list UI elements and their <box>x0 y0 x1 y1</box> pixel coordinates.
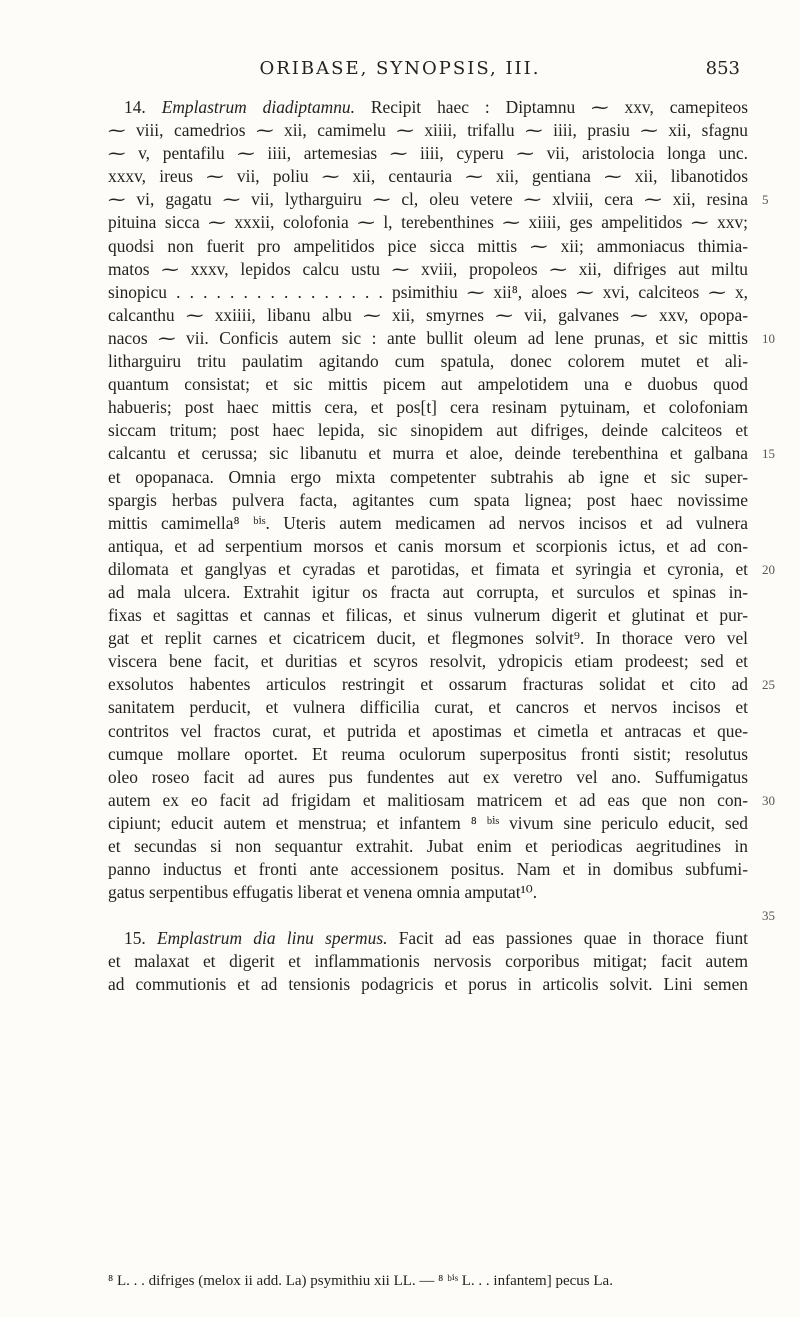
text-line: nacos ⁓ vii. Conficis autem sic : ante bullit oleum ad lene prunas, et sic mittis <box>108 327 748 348</box>
line-number: 25 <box>762 677 775 692</box>
line-number: 5 <box>762 192 769 207</box>
text-line: Recipit haec : Diptamnu ⁓ xxv, camepiteos <box>370 97 748 117</box>
section-14-first-line <box>108 96 748 119</box>
text-line: pituina sicca ⁓ xxxii, colofonia ⁓ l, terebenthines ⁓ xiiii, ges ampelitidos ⁓ xxv; <box>108 212 748 233</box>
text-line: sinopicu . . . . . . . . . . . . . . . . psimithiu ⁓ xii⁸, aloes ⁓ xvi, calciteos ⁓ x, <box>108 281 748 302</box>
text-line: cumque mollare oportet. Et reuma oculorum superpositus fronti sistit; resolutus <box>108 743 748 764</box>
line-number: 20 <box>762 562 775 577</box>
text-line: quantum consistat; et sic mittis picem aut ampelotidem una e duobus quod <box>108 374 748 395</box>
section-15-title: Emplastrum dia linu spermus. <box>157 928 388 949</box>
text-line: contritos vel fractos curat, et putrida et apostimas et cimetla et antracas et que- <box>108 720 748 741</box>
text-line: quodsi non fuerit pro ampelitidos pice sicca mittis ⁓ xii; ammoniacus thimia- <box>108 235 748 256</box>
text-line: matos ⁓ xxxv, lepidos calcu ustu ⁓ xviii, propoleos ⁓ xii, difriges aut miltu <box>108 258 748 279</box>
body-text <box>108 96 775 997</box>
text-line: Facit ad eas passiones quae in thorace fiunt <box>398 928 748 949</box>
text-line: ad mala ulcera. Extrahit igitur os fracta aut corrupta, et surculos et spinas in- <box>108 581 748 602</box>
text-line: sanitatem perducit, et vulnera difficilia curat, et cancros et nervos incisos et <box>108 697 748 718</box>
section-15-first-line <box>108 927 748 950</box>
line-number: 15 <box>762 446 775 461</box>
page-number: 853 <box>705 58 740 79</box>
text-line: autem ex eo facit ad frigidam et malitiosam matricem et ad eas que non con- <box>108 789 748 810</box>
text-line: litharguiru tritu paulatim agitando cum spatula, donec colorem mutet et ali- <box>108 351 748 372</box>
text-line: cipiunt; educit autem et menstrua; et infantem ⁸ ᵇⁱˢ vivum sine periculo educit, sed <box>108 812 748 833</box>
section-14-number: 14. <box>124 97 146 117</box>
section-14-title: Emplastrum diadiptamnu. <box>161 97 355 117</box>
text-line: antiqua, et ad serpentium morsos et canis morsum et scorpionis ictus, et ad con- <box>108 535 748 556</box>
text-line: ⁓ viii, camedrios ⁓ xii, camimelu ⁓ xiiii, trifallu ⁓ iiii, prasiu ⁓ xii, sfagnu <box>108 120 748 141</box>
text-line: spargis herbas pulvera facta, agitantes cum spata lignea; post haec novissime <box>108 489 748 510</box>
text-line: siccam tritum; post haec lepida, sic sinopidem aut difriges, deinde calciteos et <box>108 420 748 441</box>
text-line: panno inductus et fronti ante accessionem positus. Nam et in domibus subfumi- <box>108 859 748 880</box>
text-line: et malaxat et digerit et inflammationis nervosis corporibus mitigat; facit autem <box>108 951 748 972</box>
footnote: ⁸ L. . . difriges (melox ii add. La) psymithiu xii LL. — ⁸ ᵇⁱˢ L. . . infantem] pecus La. <box>108 1273 613 1289</box>
text-line: habueris; post haec mittis cera, et pos[t] cera resinam pytuinam, et colofoniam <box>108 397 748 418</box>
text-line: ⁓ vi, gagatu ⁓ vii, lytharguiru ⁓ cl, oleu vetere ⁓ xlviii, cera ⁓ xii, resina <box>108 189 748 210</box>
line-number: 10 <box>762 331 775 346</box>
text-line: calcantu et cerussa; sic libanutu et murra et aloe, deinde terebenthina et galbana <box>108 443 748 464</box>
text-line: exsolutos habentes articulos restringit et ossarum fracturas solidat et cito ad <box>108 674 748 695</box>
text-line: fixas et sagittas et cannas et filicas, et sinus vulnerum digerit et glutinat et pur- <box>108 605 748 626</box>
text-line: oleo roseo facit ad aures pus fundentes aut ex veretro vel ano. Suffumigatus <box>108 766 748 787</box>
text-line: gat et replit carnes et cicatricem ducit, et flegmones solvit⁹. In thorace vero vel <box>108 628 748 649</box>
text-line: mittis camimella⁸ ᵇⁱˢ. Uteris autem medicamen ad nervos incisos et ad vulnera <box>108 512 748 533</box>
text-line: et opopanaca. Omnia ergo mixta competenter subtrahis ab igne et sic super- <box>108 466 748 487</box>
text-line: xxxv, ireus ⁓ vii, poliu ⁓ xii, centauria ⁓ xii, gentiana ⁓ xii, libanotidos <box>108 166 748 187</box>
text-line: dilomata et ganglyas et cyradas et parotidas, et fimata et syringia et cyronia, et <box>108 558 748 579</box>
text-line: gatus serpentibus effugatis liberat et venena omnia amputat¹⁰. <box>108 882 538 903</box>
text-line: viscera bene facit, et duritias et scyros resolvit, ydropicis etiam prodeest; sed et <box>108 651 748 672</box>
text-line: ad commutionis et ad tensionis podagricis et porus in articolis solvit. Lini semen <box>108 974 748 995</box>
line-number: 35 <box>762 908 775 923</box>
section-15-number: 15. <box>124 928 146 949</box>
text-line: calcanthu ⁓ xxiiii, libanu albu ⁓ xii, smyrnes ⁓ vii, galvanes ⁓ xxv, opopa- <box>108 304 748 325</box>
running-header <box>0 58 800 88</box>
text-line: et secundas si non sequantur extrahit. Jubat enim et periodicas aegritudines in <box>108 836 748 856</box>
line-number: 30 <box>762 793 775 808</box>
running-title: ORIBASE, SYNOPSIS, III. <box>259 58 541 79</box>
text-line: ⁓ v, pentafilu ⁓ iiii, artemesias ⁓ iiii, cyperu ⁓ vii, aristolocia longa unc. <box>108 143 748 164</box>
